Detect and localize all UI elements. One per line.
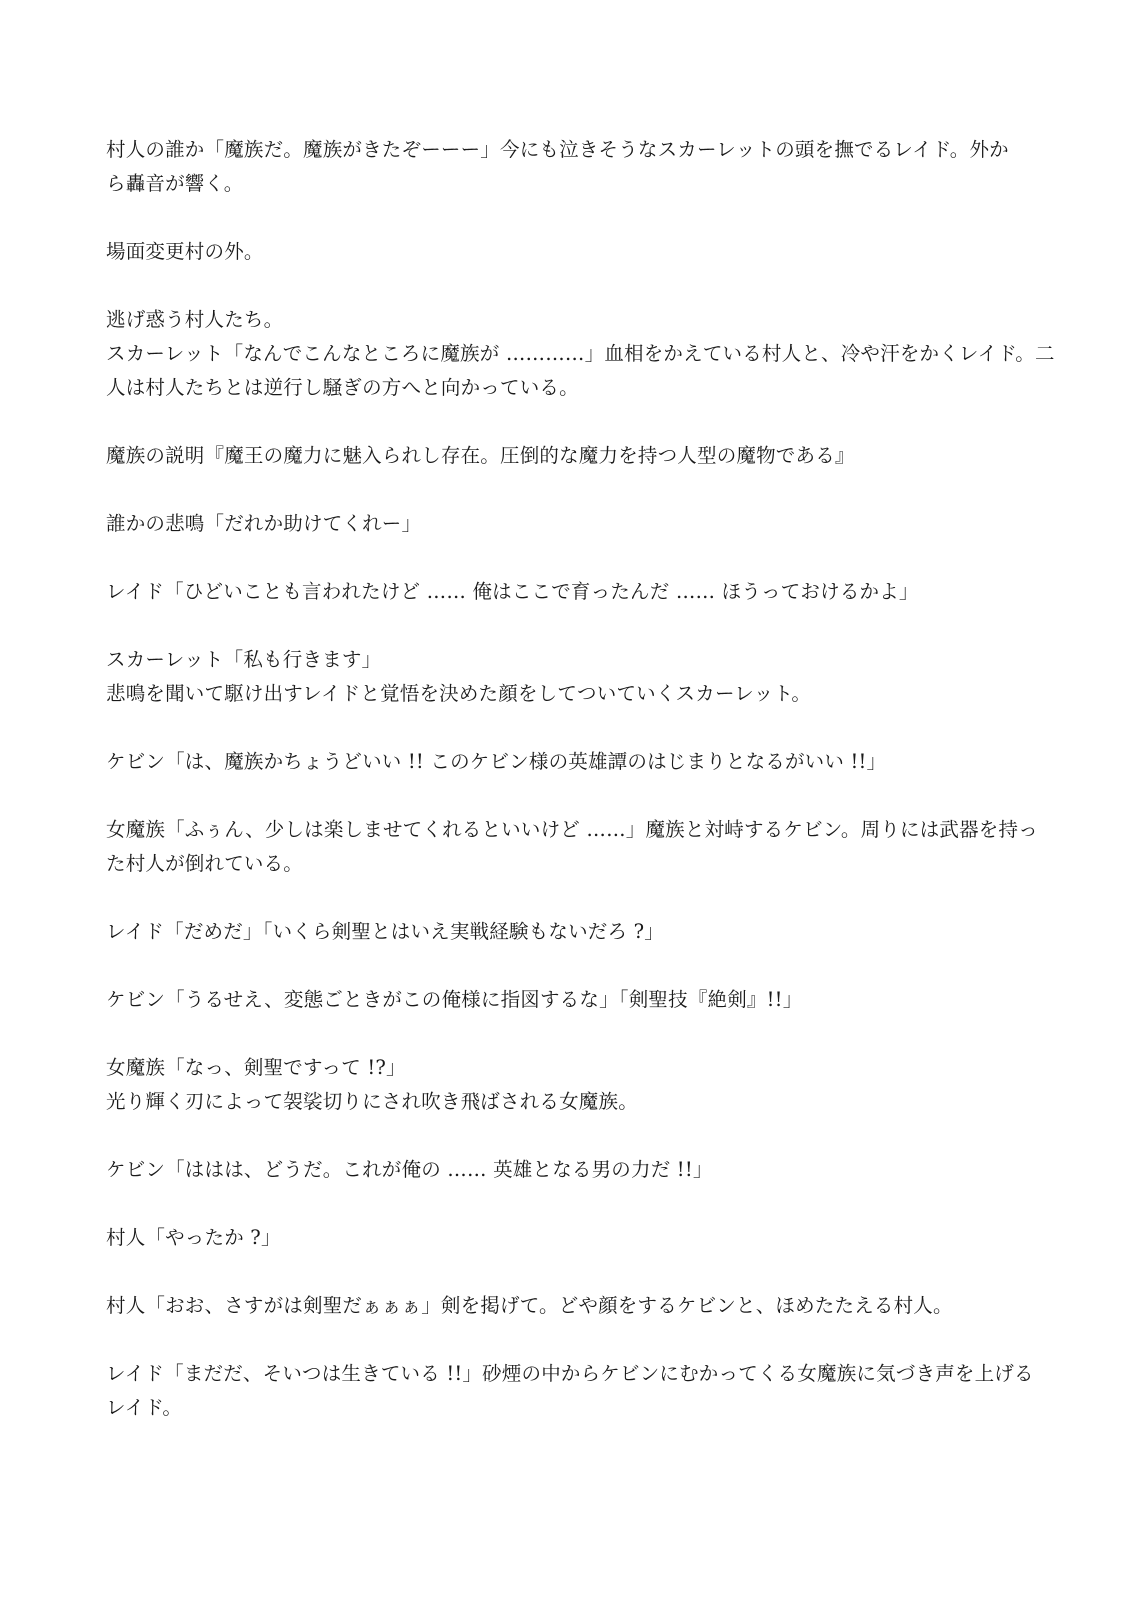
text-line: 悲鳴を聞いて駆け出すレイドと覚悟を決めた顔をしてついていくスカーレット。 xyxy=(106,682,812,705)
text-line: 誰かの悲鳴「だれか助けてくれー」 xyxy=(106,512,422,535)
text-line: 光り輝く刃によって袈裟切りにされ吹き飛ばされる女魔族。 xyxy=(106,1090,638,1113)
text-line: ケビン「は、魔族かちょうどいい !! このケビン様の英雄譚のはじまりとなるがいい !!」 xyxy=(106,750,887,773)
text-line: レイド。 xyxy=(106,1396,183,1419)
text-line: 魔族の説明『魔王の魔力に魅入られし存在。圧倒的な魔力を持つ人型の魔物である』 xyxy=(106,444,855,467)
text-line: 村人の誰か「魔族だ。魔族がきたぞーーー」今にも泣きそうなスカーレットの頭を撫でるレイド。外か xyxy=(106,138,1009,161)
text-line: スカーレット「なんでこんなところに魔族が …………」血相をかえている村人と、冷や汗をかくレイド。二 xyxy=(106,342,1055,365)
text-line: ケビン「ははは、どうだ。これが俺の …… 英雄となる男の力だ !!」 xyxy=(106,1158,713,1181)
text-line: 場面変更村の外。 xyxy=(106,240,264,263)
text-line: 逃げ惑う村人たち。 xyxy=(106,308,284,331)
text-line: レイド「ひどいことも言われたけど …… 俺はここで育ったんだ …… ほうっておけるかよ」 xyxy=(106,580,919,603)
text-line: た村人が倒れている。 xyxy=(106,852,304,875)
text-line: ケビン「うるせえ、変態ごときがこの俺様に指図するな」「剣聖技『絶剣』!!」 xyxy=(106,988,803,1011)
text-line: 女魔族「なっ、剣聖ですって !?」 xyxy=(106,1056,406,1079)
text-line: レイド「だめだ」「いくら剣聖とはいえ実戦経験もないだろ ?」 xyxy=(106,920,664,943)
text-line: ら轟音が響く。 xyxy=(106,172,244,195)
text-line: 人は村人たちとは逆行し騒ぎの方へと向かっている。 xyxy=(106,376,579,399)
text-line: 村人「やったか ?」 xyxy=(106,1226,281,1249)
text-line: レイド「まだだ、そいつは生きている !!」砂煙の中からケビンにむかってくる女魔族に気づき声を上げる xyxy=(106,1362,1034,1385)
text-line: スカーレット「私も行きます」 xyxy=(106,648,382,671)
text-line: 女魔族「ふぅん、少しは楽しませてくれるといいけど ……」魔族と対峙するケビン。周りには武器を持っ xyxy=(106,818,1038,841)
text-line: 村人「おお、さすがは剣聖だぁぁぁ」剣を掲げて。どや顔をするケビンと、ほめたたえる村人。 xyxy=(106,1294,953,1317)
